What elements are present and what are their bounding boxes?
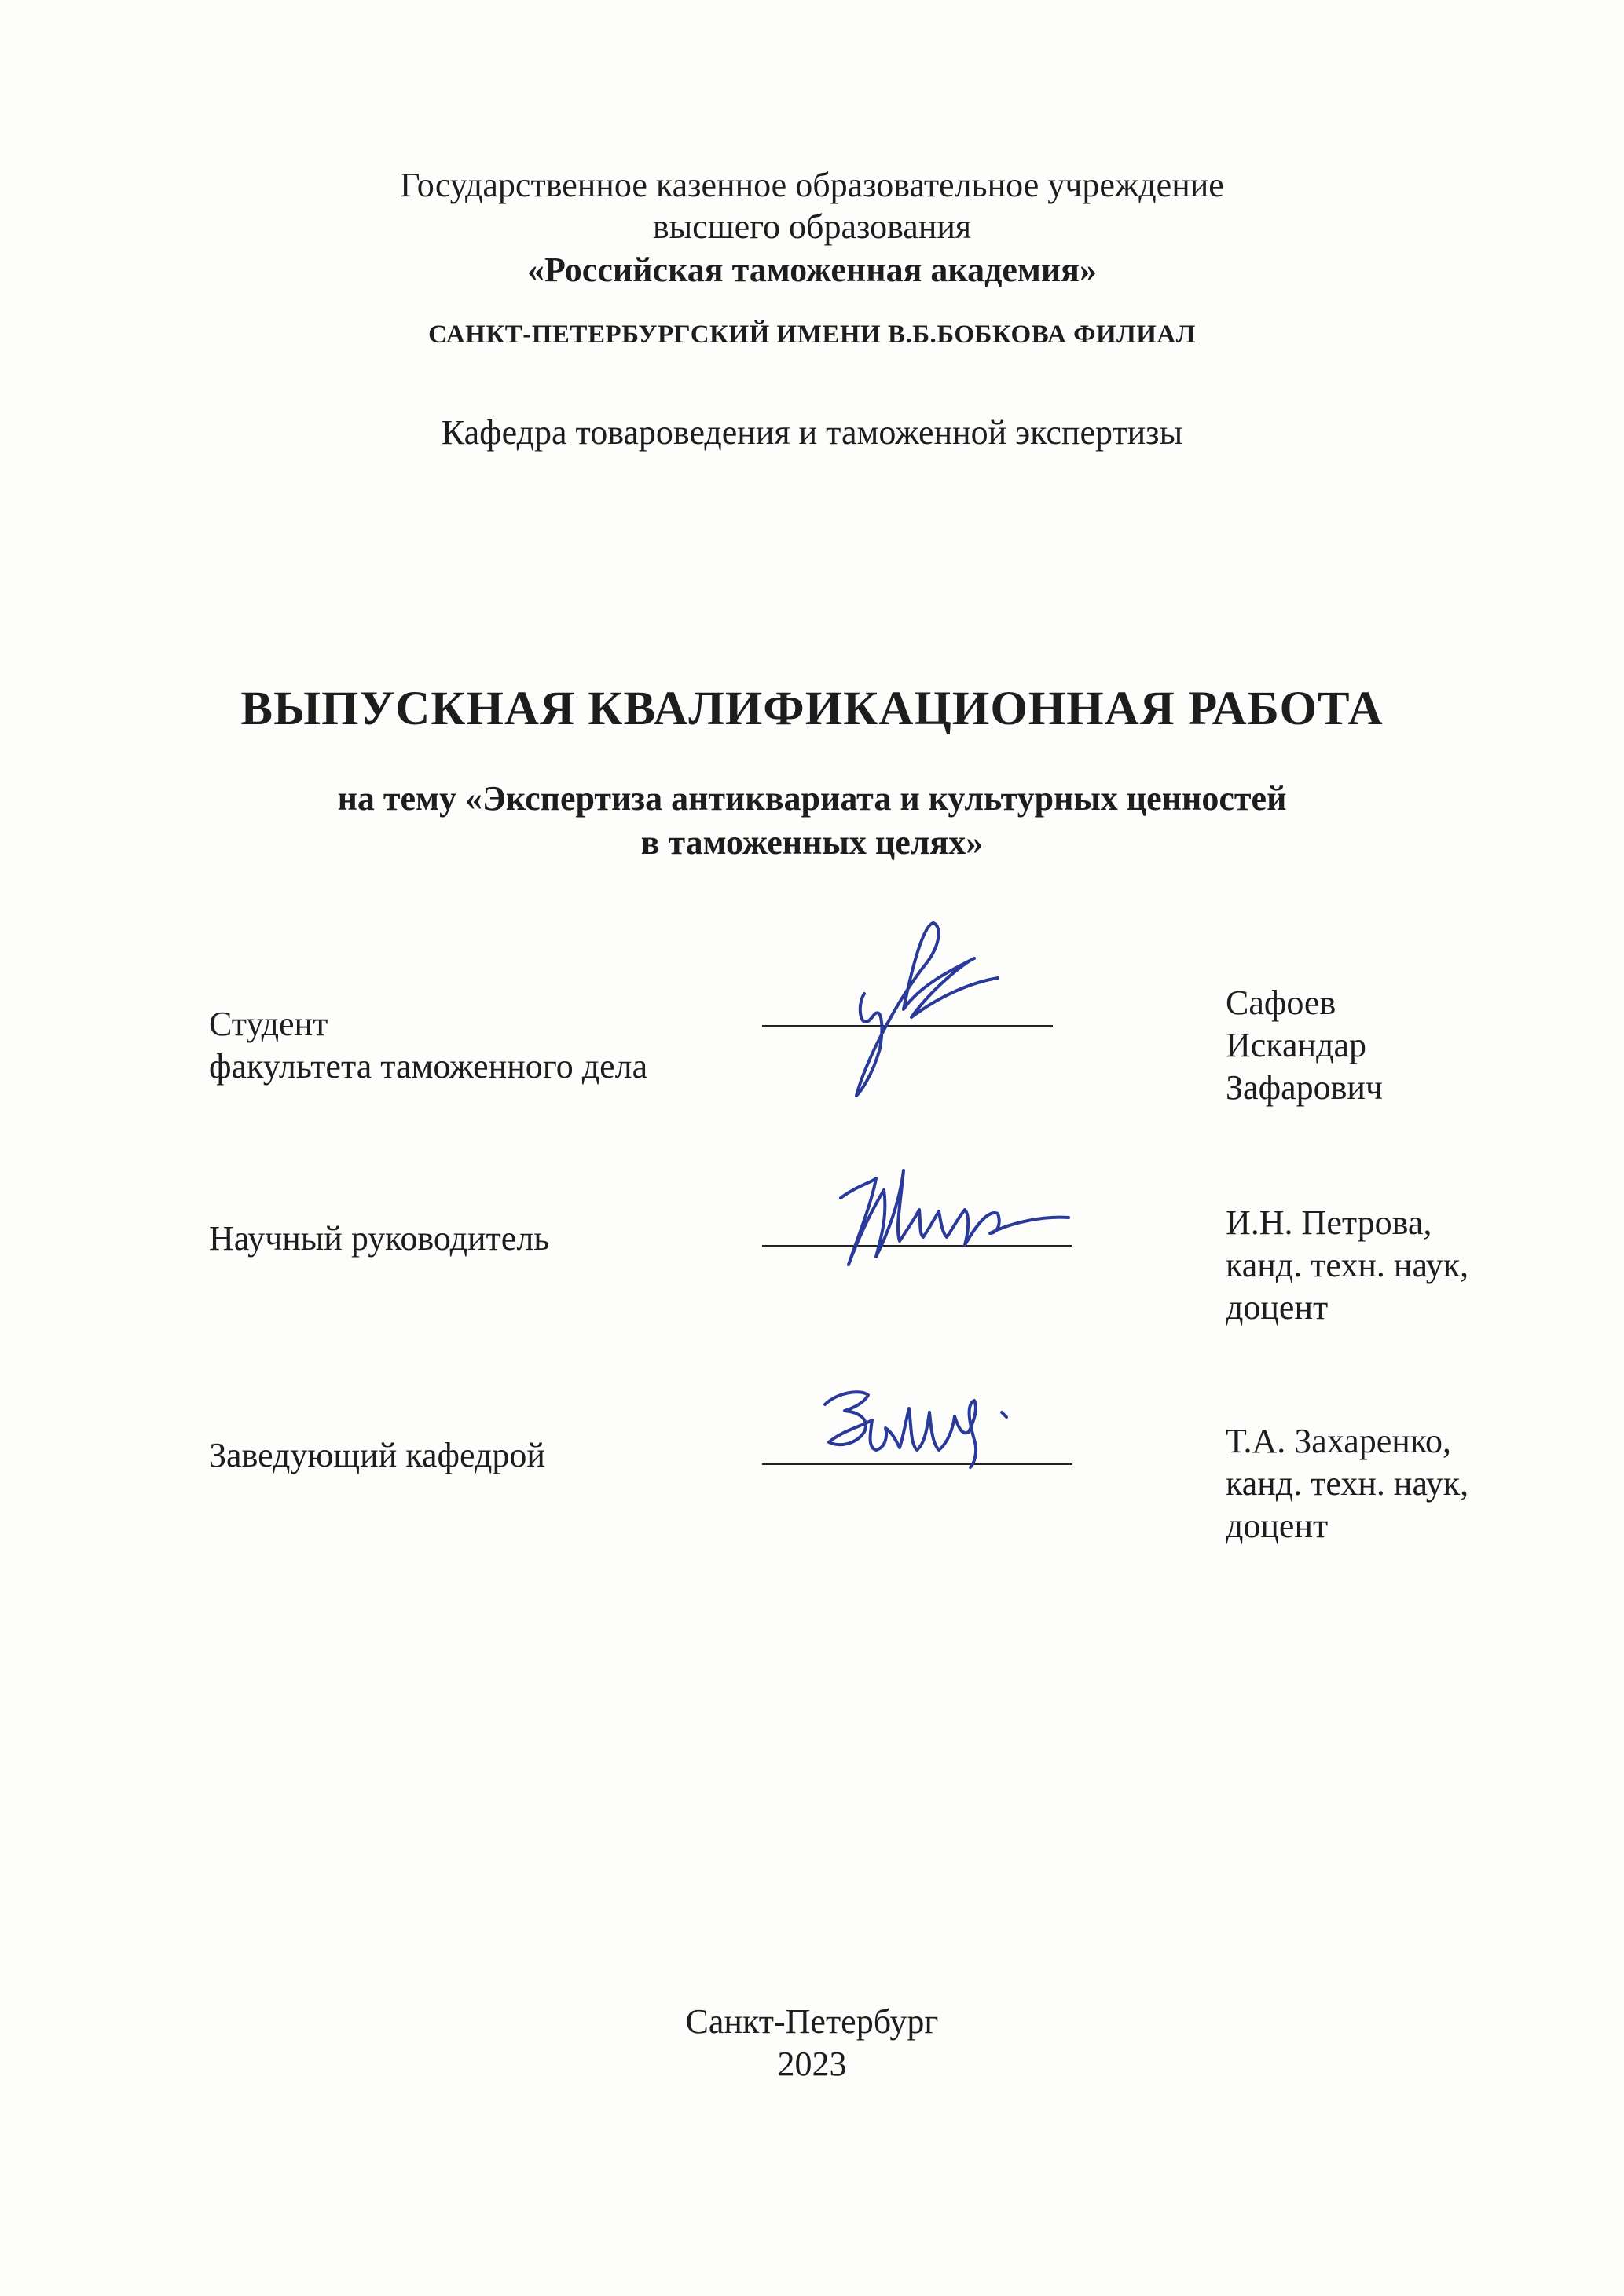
- institution-line-2: высшего образования: [652, 207, 972, 246]
- branch-name: САНКТ-ПЕТЕРБУРГСКИЙ ИМЕНИ В.Б.БОБКОВА ФИЛИАЛ: [428, 320, 1196, 349]
- role-head: Заведующий кафедрой: [209, 1436, 545, 1474]
- department-name: Кафедра товароведения и таможенной экспертизы: [441, 413, 1183, 452]
- signature-supervisor: [825, 1155, 1084, 1280]
- name-supervisor-line-3: доцент: [1226, 1288, 1329, 1327]
- name-head-line-2: канд. техн. наук,: [1226, 1464, 1469, 1503]
- name-head-line-3: доцент: [1226, 1507, 1329, 1545]
- academy-name: «Российская таможенная академия»: [527, 251, 1097, 289]
- topic-line-2: в таможенных целях»: [640, 823, 984, 862]
- topic-line-1: на тему «Экспертиза антиквариата и культурных ценностей: [337, 779, 1287, 818]
- signatory-row-student: [0, 982, 1624, 1186]
- signatory-row-head: [0, 1420, 1624, 1624]
- role-supervisor: Научный руководитель: [209, 1219, 550, 1258]
- signature-head: [813, 1373, 1041, 1483]
- role-student-line-1: Студент: [209, 1005, 328, 1043]
- city: Санкт-Петербург: [685, 2002, 939, 2041]
- name-student-line-2: Искандар: [1226, 1026, 1367, 1064]
- signature-student: [794, 915, 1029, 1104]
- signatory-row-supervisor: [0, 1202, 1624, 1406]
- institution-line-1: Государственное казенное образовательное учреждение: [400, 166, 1224, 204]
- name-supervisor-line-1: И.Н. Петрова,: [1226, 1203, 1432, 1242]
- name-student-line-3: Зафарович: [1226, 1068, 1384, 1107]
- name-student-line-1: Сафоев: [1226, 983, 1336, 1022]
- year: 2023: [777, 2045, 847, 2083]
- name-head-line-1: Т.А. Захаренко,: [1226, 1422, 1451, 1460]
- role-student-line-2: факультета таможенного дела: [209, 1047, 648, 1086]
- work-title: ВЫПУСКНАЯ КВАЛИФИКАЦИОННАЯ РАБОТА: [240, 683, 1384, 735]
- name-supervisor-line-2: канд. техн. наук,: [1226, 1246, 1469, 1284]
